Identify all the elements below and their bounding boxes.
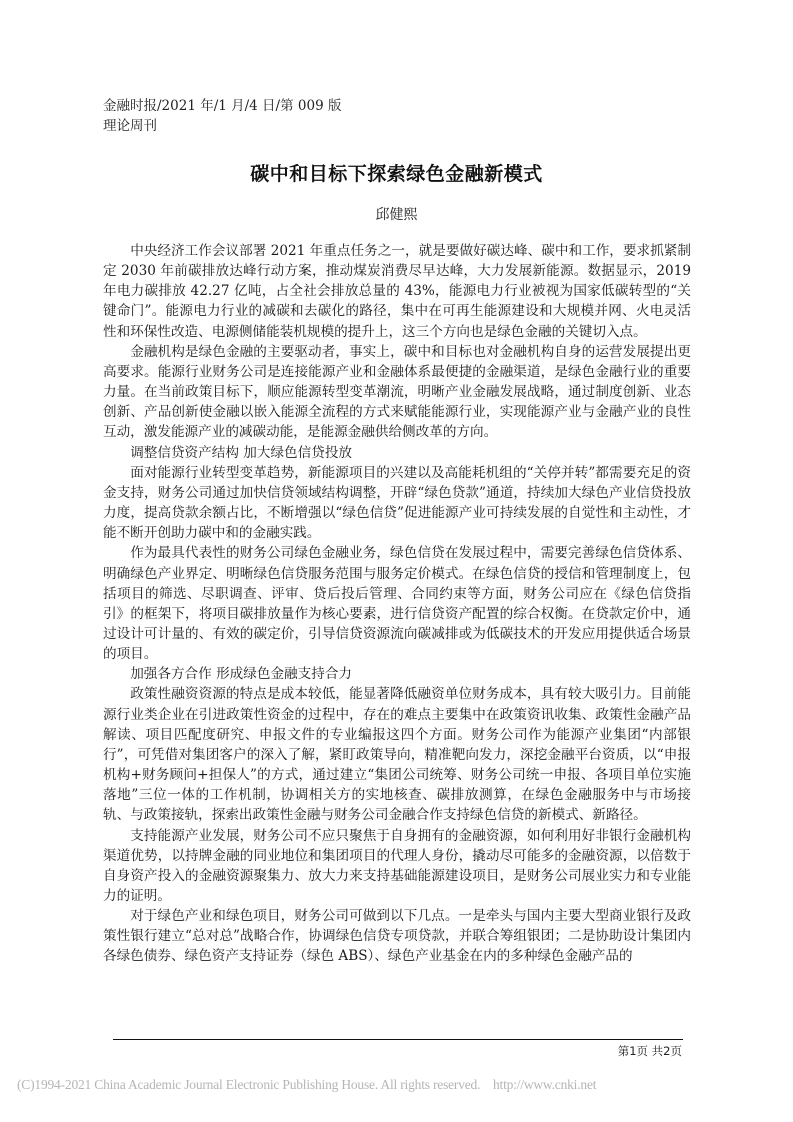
article-author: 邱健熙 xyxy=(375,207,418,223)
paragraph: 对于绿色产业和绿色项目，财务公司可做到以下几点。一是牵头与国内主要大型商业银行及政策性银行建立“总对总”战略合作，协调绿色信贷专项贷款，并联合筹组银团；二是协助设计集团内各绿色债券、绿色资产支持证券（绿色 ABS）、绿色产业基金在内的多种绿色金融产品的 xyxy=(103,908,691,965)
paragraph: 支持能源产业发展，财务公司不应只聚焦于自身拥有的金融资源，如何利用好非银行金融机构渠道优势，以持牌金融的同业地位和集团项目的代理人身份，撬动尽可能多的金融资源，以倍数于自身资产投入的金融资源聚集力、放大力来支持基础能源建设项目，是财务公司展业实力和专业能力的证明。 xyxy=(103,827,691,904)
paragraph: 作为最具代表性的财务公司绿色金融业务，绿色信贷在发展过程中，需要完善绿色信贷体系、明确绿色产业界定、明晰绿色信贷服务范围与服务定价模式。在绿色信贷的授信和管理制度上，包括项目的筛选、尽职调查、评审、贷后投后管理、合同约束等方面，财务公司应在《绿色信贷指引》的框架下，将项目碳排放量作为核心要素，进行信贷资产配置的综合权衡。在贷款定价中，通过设计可计量的、有效的碳定价，引导信贷资源流向碳减排或为低碳技术的开发应用提供适合场景的项目。 xyxy=(103,545,691,663)
section-heading: 加强各方合作 形成绿色金融支持合力 xyxy=(130,666,353,683)
paragraph: 金融机构是绿色金融的主要驱动者，事实上，碳中和目标也对金融机构自身的运营发展提出更高要求。能源行业财务公司是连接能源产业和金融体系最便捷的金融渠道，是绿色金融行业的重要力量。在当前政策目标下，顺应能源转型变革潮流，明晰产业金融发展战略，通过制度创新、业态创新、产品创新使金融以嵌入能源全流程的方式来赋能能源行业，实现能源产业与金融产业的良性互动，激发能源产业的减碳动能，是能源金融供给侧改革的方向。 xyxy=(103,343,691,441)
section-heading: 调整信贷资产结构 加大绿色信贷投放 xyxy=(130,444,353,461)
article-meta xyxy=(103,96,341,136)
column-name: 理论周刊 xyxy=(103,118,157,134)
footer-divider xyxy=(113,1039,683,1040)
copyright-notice: (C)1994-2021 China Academic Journal Electronic Publishing House. All rights reserved. http://www.cnki.net xyxy=(17,1077,597,1092)
page-indicator: 第1页 共2页 xyxy=(617,1044,682,1058)
paragraph: 面对能源行业转型变革趋势，新能源项目的兴建以及高能耗机组的“关停并转”都需要充足的资金支持，财务公司通过加快信贷领域结构调整，开辟“绿色贷款”通道，持续加大绿色产业信贷投放力度，提高贷款余额占比，不断增强以“绿色信贷”促进能源产业可持续发展的自觉性和主动性，才能不断开创助力碳中和的金融实践。 xyxy=(103,464,691,542)
article-title: 碳中和目标下探索绿色金融新模式 xyxy=(250,163,543,185)
paragraph: 中央经济工作会议部署 2021 年重点任务之一，就是要做好碳达峰、碳中和工作，要求抓紧制定 2030 年前碳排放达峰行动方案，推动煤炭消费尽早达峰，大力发展新能源。数据显示，2019 年电力碳排放 42.27 亿吨，占全社会排放总量的 43%，能源电力行业被视为国家低碳转型的“关键命门”。能源电力行业的减碳和去碳化的路径，集中在可再生能源建设和大规模并网、火电灵活性和环保性改造、电源侧储能装机规模的提升上，这三个方向也是绿色金融的关键切入点。 xyxy=(103,243,691,340)
article-body xyxy=(103,241,691,967)
source-line: 金融时报/2021 年/1 月/4 日/第 009 版 xyxy=(103,98,342,114)
paragraph: 政策性融资资源的特点是成本较低，能显著降低融资单位财务成本，具有较大吸引力。目前能源行业类企业在引进政策性资金的过程中，存在的难点主要集中在政策资讯收集、政策性金融产品解读、项目匹配度研究、申报文件的专业编报这四个方面。财务公司作为能源产业集团“内部银行”，可凭借对集团客户的深入了解，紧盯政策导向，精准靶向发力，深挖金融平台资质，以“申报机构+财务顾问+担保人”的方式，通过建立“集团公司统筹、财务公司统一申报、各项目单位实施落地”三位一体的工作机制，协调相关方的实地核查、碳排放测算，在绿色金融服务中与市场接轨、与政策接轨，探索出政策性金融与财务公司金融合作支持绿色信贷的新模式、新路径。 xyxy=(103,686,691,824)
